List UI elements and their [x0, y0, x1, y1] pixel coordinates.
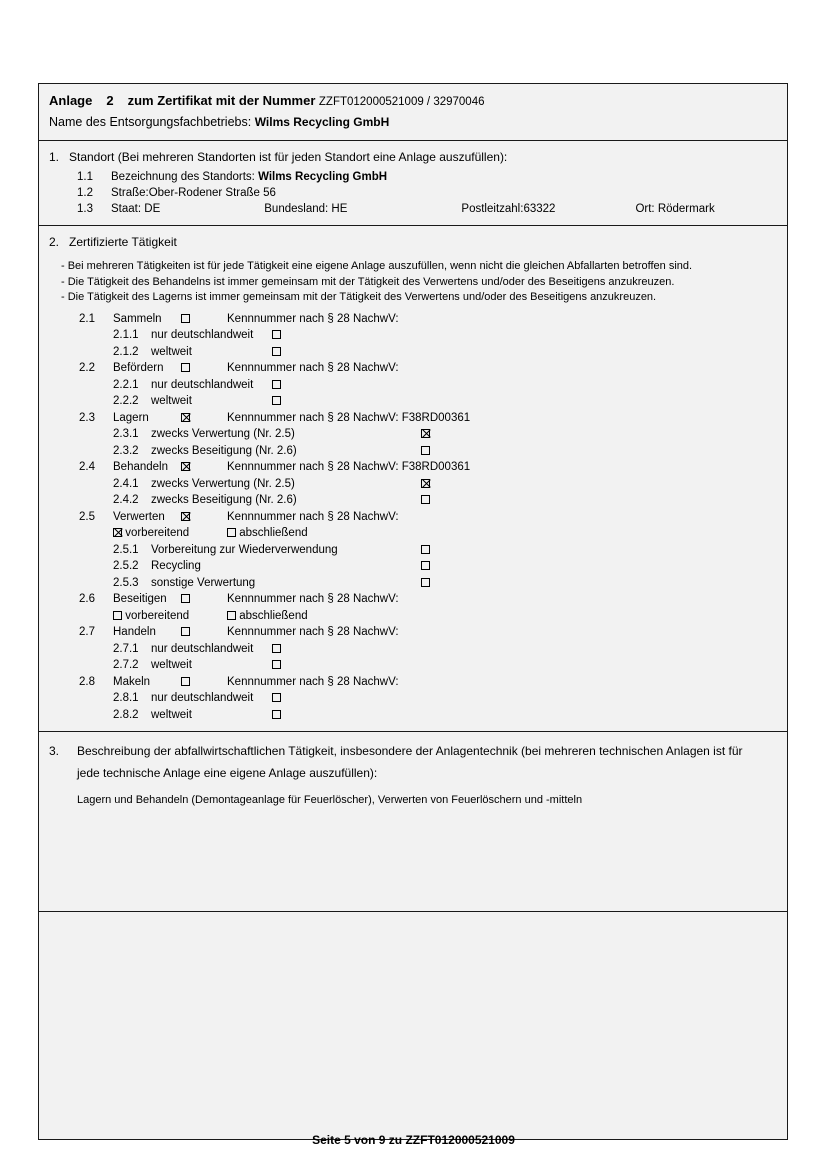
activity-label-2-8-2: weltweit: [151, 708, 192, 721]
checkbox-beseitigen[interactable]: [181, 594, 190, 603]
activity-row-behandeln-beseitigung: [79, 492, 777, 509]
activity-index-2-2-1: 2.2.1: [113, 378, 139, 391]
activity-label-beseitigen: Beseitigen: [113, 593, 167, 605]
activity-index-2-4-2: 2.4.2: [113, 494, 139, 506]
activity-index-2-5-2: 2.5.2: [113, 560, 139, 572]
activity-label-2-2-2: weltweit: [151, 395, 192, 407]
activity-row-makeln-deutschlandweit: [79, 690, 777, 707]
activity-label-2-5-3: sonstige Verwertung: [151, 576, 256, 589]
section-1-box: [38, 141, 788, 226]
section-2-note-1: - Bei mehreren Tätigkeiten ist für jede Tätigkeit eine eigene Anlage auszufüllen, wenn nicht die gleichen Abfallarten betroffen sind.: [61, 260, 693, 272]
activity-row-verwerten: [79, 509, 777, 526]
activity-index-2-6: 2.6: [79, 593, 95, 605]
activity-index-2-2: 2.2: [79, 362, 95, 374]
section-3-heading-line-2: jede technische Anlage eine eigene Anlage auszufüllen):: [77, 766, 378, 780]
activity-index-2-3-2: 2.3.2: [113, 444, 139, 457]
activity-label-2-7-2: weltweit: [151, 659, 192, 671]
activity-row-lagern-beseitigung: [79, 443, 777, 460]
kennnummer-label-2-7: Kennnummer nach § 28 NachwV:: [227, 626, 399, 638]
activity-row-makeln: [79, 674, 777, 691]
anlage-number: 2: [106, 93, 114, 108]
zertifikat-number: ZZFT012000521009 / 32970046: [318, 96, 485, 108]
activity-label-2-8-1: nur deutschlandweit: [151, 692, 254, 704]
checkbox-2-5-3[interactable]: [421, 578, 430, 587]
activity-index-2-4-1: 2.4.1: [113, 477, 139, 490]
activity-row-behandeln: [79, 459, 777, 476]
activity-index-2-5: 2.5: [79, 510, 95, 523]
activity-row-verwerten-phase: [79, 525, 777, 542]
verwerten-vorbereitend-group: [113, 525, 189, 542]
activity-label-2-5-1: Vorbereitung zur Wiederverwendung: [151, 543, 338, 556]
kennnummer-label-2-2: Kennnummer nach § 28 NachwV:: [227, 362, 399, 374]
header-line-anlage: [49, 92, 777, 111]
staat-value: DE: [144, 203, 161, 215]
label-verwerten-vorbereitend: vorbereitend: [125, 527, 190, 539]
checkbox-verwerten[interactable]: [181, 512, 190, 521]
activity-row-2-5-1: [79, 542, 777, 559]
section-1-number: 1.: [49, 150, 60, 164]
activity-label-2-4-2: zwecks Beseitigung (Nr. 2.6): [151, 494, 297, 506]
activity-label-2-1-2: weltweit: [151, 345, 192, 358]
activity-index-2-8-1: 2.8.1: [113, 692, 139, 704]
activity-row-2-5-2: [79, 558, 777, 575]
kennnummer-value-2-4: F38RD00361: [401, 461, 471, 473]
activity-row-behandeln-verwertung: [79, 476, 777, 493]
activity-index-2-3: 2.3: [79, 411, 95, 424]
kennnummer-value-2-3: F38RD00361: [401, 411, 471, 424]
activity-index-2-8-2: 2.8.2: [113, 708, 139, 721]
activity-label-handeln: Handeln: [113, 626, 156, 638]
beseitigen-abschliessend-group: [227, 608, 308, 625]
activity-label-sammeln: Sammeln: [113, 312, 162, 325]
bezeichnung-value: Wilms Recycling GmbH: [258, 171, 388, 183]
activity-label-2-2-1: nur deutschlandweit: [151, 378, 254, 391]
checkbox-2-2-1[interactable]: [272, 380, 281, 389]
section-3-title: [49, 740, 777, 784]
betrieb-value: Wilms Recycling GmbH: [254, 115, 390, 129]
kennnummer-label-2-1: Kennnummer nach § 28 NachwV:: [227, 312, 399, 325]
ort-label: Ort:: [635, 203, 655, 215]
section-3-box: [38, 732, 788, 912]
checkbox-2-7-2[interactable]: [272, 660, 281, 669]
activity-index-2-1: 2.1: [79, 312, 95, 325]
activity-index-2-3-1: 2.3.1: [113, 428, 139, 440]
activity-label-2-5-2: Recycling: [151, 560, 201, 572]
checkbox-sammeln[interactable]: [181, 314, 190, 323]
checkbox-2-3-2[interactable]: [421, 446, 430, 455]
activity-label-2-7-1: nur deutschlandweit: [151, 642, 254, 655]
strasse-label: Straße:: [111, 187, 149, 199]
activity-index-2-7: 2.7: [79, 626, 95, 638]
activity-index-2-7-1: 2.7.1: [113, 642, 139, 655]
activities-list: [49, 311, 777, 724]
anlage-label: Anlage: [49, 93, 93, 108]
section-2-number: 2.: [49, 235, 60, 249]
ort-value: Rödermark: [657, 203, 715, 215]
section-2-title: [49, 234, 777, 251]
section-2-note-3: - Die Tätigkeit des Lagerns ist immer gemeinsam mit der Tätigkeit des Verwertens und/oder des Beseitigens anzukreuzen.: [61, 291, 657, 303]
row-index-1-2: 1.2: [77, 187, 93, 199]
kennnummer-label-2-3: Kennnummer nach § 28 NachwV:: [227, 411, 399, 424]
activity-row-beseitigen-phase: [79, 608, 777, 625]
header-box: [38, 83, 788, 141]
section-2-box: [38, 226, 788, 732]
activity-row-makeln-weltweit: [79, 707, 777, 724]
standort-staat-row: [49, 201, 777, 217]
activity-index-2-1-2: 2.1.2: [113, 345, 139, 358]
kennnummer-label-2-5: Kennnummer nach § 28 NachwV:: [227, 510, 399, 523]
strasse-value: Ober-Rodener Straße 56: [148, 187, 276, 199]
checkbox-verwerten-vorbereitend[interactable]: [113, 528, 122, 537]
activity-label-2-1-1: nur deutschlandweit: [151, 329, 254, 341]
verwerten-abschliessend-group: [227, 525, 308, 542]
checkbox-2-7-1[interactable]: [272, 644, 281, 653]
plz-label: Postleitzahl:: [461, 203, 524, 215]
row-index-1-3: 1.3: [77, 203, 93, 215]
activity-index-2-5-1: 2.5.1: [113, 543, 139, 556]
standort-strasse-row: [49, 185, 777, 201]
section-3-number: 3.: [49, 744, 60, 758]
activity-row-beseitigen: [79, 591, 777, 608]
kennnummer-label-2-8: Kennnummer nach § 28 NachwV:: [227, 675, 399, 688]
activity-row-handeln-weltweit: [79, 657, 777, 674]
form-container: [38, 83, 788, 1140]
activity-label-verwerten: Verwerten: [113, 510, 165, 523]
checkbox-2-4-1[interactable]: [421, 479, 430, 488]
checkbox-2-1-1[interactable]: [272, 330, 281, 339]
zertifikat-label: zum Zertifikat mit der Nummer: [127, 93, 316, 108]
activity-row-befoerdern-weltweit: [79, 393, 777, 410]
blank-continuation-box: [38, 912, 788, 1140]
checkbox-2-5-2[interactable]: [421, 561, 430, 570]
plz-value: 63322: [523, 203, 556, 215]
activity-row-sammeln-deutschlandweit: [79, 327, 777, 344]
beseitigen-vorbereitend-group: [113, 608, 189, 625]
kennnummer-label-2-4: Kennnummer nach § 28 NachwV:: [227, 461, 399, 473]
activity-row-lagern: [79, 410, 777, 427]
checkbox-handeln[interactable]: [181, 627, 190, 636]
checkbox-lagern[interactable]: [181, 413, 190, 422]
checkbox-beseitigen-abschliessend[interactable]: [227, 611, 236, 620]
checkbox-2-1-2[interactable]: [272, 347, 281, 356]
checkbox-2-3-1[interactable]: [421, 429, 430, 438]
activity-index-2-5-3: 2.5.3: [113, 576, 139, 589]
activity-label-befoerdern: Befördern: [113, 362, 164, 374]
kennnummer-label-2-6: Kennnummer nach § 28 NachwV:: [227, 593, 399, 605]
kennnummer-group-2-4: [227, 459, 470, 476]
checkbox-makeln[interactable]: [181, 677, 190, 686]
section-3-heading-line-1: Beschreibung der abfallwirtschaftlichen Tätigkeit, insbesondere der Anlagentechnik (bei mehreren technischen Anlagen ist für: [77, 744, 743, 758]
activity-index-2-2-2: 2.2.2: [113, 395, 139, 407]
activity-row-befoerdern: [79, 360, 777, 377]
label-beseitigen-abschliessend: abschließend: [239, 609, 308, 622]
kennnummer-group-2-3: [227, 410, 470, 427]
section-2-heading: Zertifizierte Tätigkeit: [69, 235, 177, 249]
page-footer: Seite 5 von 9 zu ZZFT012000521009: [312, 1133, 515, 1147]
activity-index-2-7-2: 2.7.2: [113, 659, 139, 671]
activity-row-2-5-3: [79, 575, 777, 592]
bezeichnung-label: Bezeichnung des Standorts:: [111, 171, 255, 183]
label-verwerten-abschliessend: abschließend: [239, 527, 308, 539]
checkbox-2-5-1[interactable]: [421, 545, 430, 554]
activity-label-2-3-2: zwecks Beseitigung (Nr. 2.6): [151, 444, 297, 457]
activity-index-2-8: 2.8: [79, 675, 95, 688]
section-1-heading: Standort (Bei mehreren Standorten ist für jeden Standort eine Anlage auszufüllen):: [69, 150, 508, 164]
activity-label-makeln: Makeln: [113, 675, 151, 688]
checkbox-2-8-2[interactable]: [272, 710, 281, 719]
activity-row-lagern-verwertung: [79, 426, 777, 443]
activity-label-2-3-1: zwecks Verwertung (Nr. 2.5): [151, 428, 295, 440]
activity-row-handeln: [79, 624, 777, 641]
betrieb-label: Name des Entsorgungsfachbetriebs:: [49, 115, 252, 129]
label-beseitigen-vorbereitend: vorbereitend: [125, 609, 190, 622]
activity-row-befoerdern-deutschlandweit: [79, 377, 777, 394]
activity-row-sammeln: [79, 311, 777, 328]
row-index-1-1: 1.1: [77, 171, 93, 183]
standort-bezeichnung-row: [49, 169, 777, 185]
section-2-note-2: - Die Tätigkeit des Behandelns ist immer gemeinsam mit der Tätigkeit des Verwertens und/oder des Beseitigens anzukreuzen.: [61, 275, 675, 288]
bundesland-value: HE: [331, 203, 348, 215]
header-line-name: [49, 113, 777, 132]
checkbox-2-2-2[interactable]: [272, 396, 281, 405]
checkbox-2-4-2[interactable]: [421, 495, 430, 504]
checkbox-2-8-1[interactable]: [272, 693, 281, 702]
activity-label-2-4-1: zwecks Verwertung (Nr. 2.5): [151, 477, 295, 490]
checkbox-behandeln[interactable]: [181, 462, 190, 471]
checkbox-verwerten-abschliessend[interactable]: [227, 528, 236, 537]
checkbox-befoerdern[interactable]: [181, 363, 190, 372]
section-1-title: [49, 149, 777, 166]
activity-index-2-1-1: 2.1.1: [113, 329, 139, 341]
section-3-description: Lagern und Behandeln (Demontageanlage für Feuerlöscher), Verwerten von Feuerlöschern und -mitteln: [77, 794, 583, 806]
bundesland-label: Bundesland:: [264, 203, 329, 215]
activity-row-handeln-deutschlandweit: [79, 641, 777, 658]
staat-label: Staat:: [111, 203, 142, 215]
checkbox-beseitigen-vorbereitend[interactable]: [113, 611, 122, 620]
activity-label-behandeln: Behandeln: [113, 461, 168, 473]
activity-label-lagern: Lagern: [113, 411, 149, 424]
activity-row-sammeln-weltweit: [79, 344, 777, 361]
activity-index-2-4: 2.4: [79, 461, 95, 473]
